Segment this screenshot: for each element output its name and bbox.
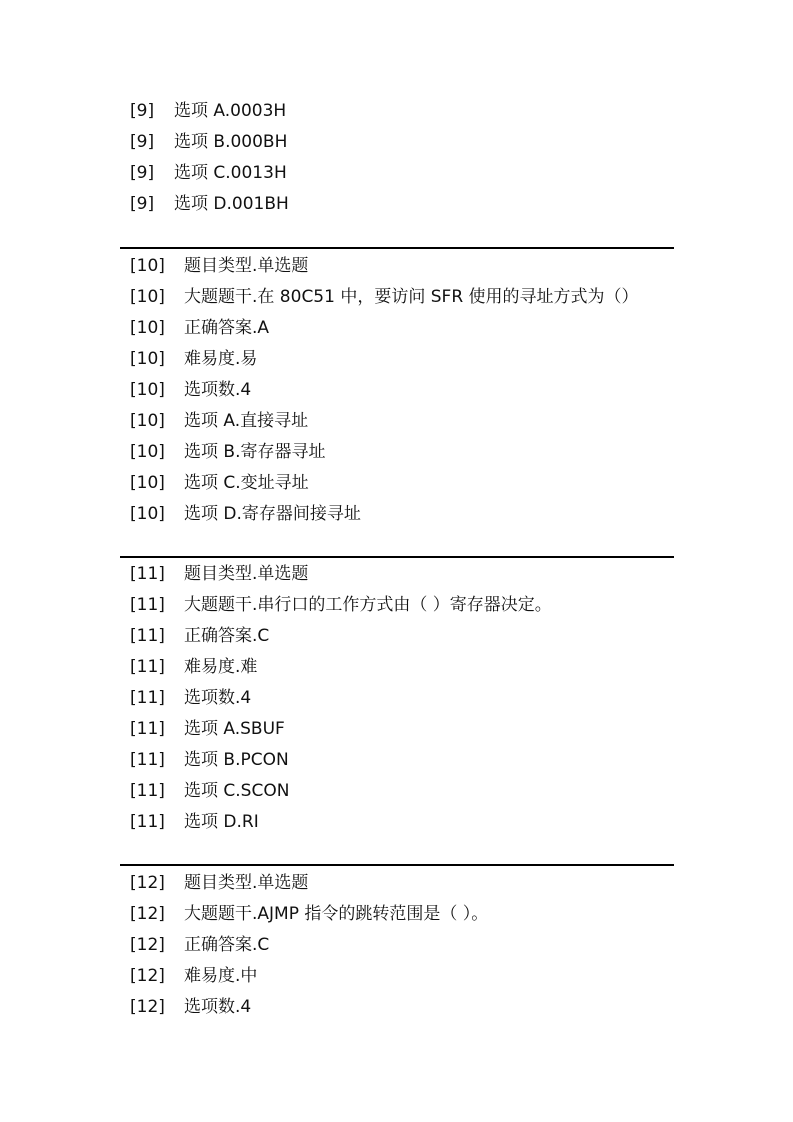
item-text: 选项 A.SBUF [184, 719, 285, 739]
list-item [120, 930, 674, 961]
list-item [120, 776, 674, 807]
item-number: [10] [130, 473, 165, 493]
item-number: [9] [130, 132, 155, 152]
question-11-block [120, 559, 674, 838]
item-number: [12] [130, 997, 165, 1017]
question-10-block [120, 251, 674, 530]
list-item [120, 807, 674, 838]
list-item [120, 406, 674, 437]
item-number: [10] [130, 349, 165, 369]
list-item [120, 344, 674, 375]
item-text: 正确答案.C [184, 935, 270, 955]
list-item [120, 158, 674, 189]
item-text: 选项 C.变址寻址 [184, 473, 309, 493]
item-text: 难易度.易 [184, 349, 258, 369]
item-text: 选项数.4 [184, 688, 252, 708]
list-item [120, 559, 674, 590]
item-number: [10] [130, 318, 165, 338]
item-text: 正确答案.C [184, 626, 270, 646]
list-item [120, 96, 674, 127]
list-item [120, 313, 674, 344]
item-text: 选项 D.RI [184, 812, 259, 832]
item-text: 题目类型.单选题 [184, 873, 309, 893]
item-number: [9] [130, 101, 155, 121]
item-number: [10] [130, 380, 165, 400]
item-number: [12] [130, 966, 165, 986]
item-number: [11] [130, 719, 165, 739]
list-item [120, 375, 674, 406]
item-text: 难易度.中 [184, 966, 258, 986]
list-item [120, 499, 674, 530]
item-number: [10] [130, 504, 165, 524]
item-number: [11] [130, 688, 165, 708]
item-number: [11] [130, 595, 165, 615]
list-item [120, 251, 674, 282]
item-text: 选项 D.001BH [174, 194, 289, 214]
item-number: [12] [130, 873, 165, 893]
item-text: 选项 C.0013H [174, 163, 287, 183]
item-text: 选项 B.000BH [174, 132, 288, 152]
item-text: 选项数.4 [184, 380, 252, 400]
list-item [120, 899, 674, 930]
item-number: [9] [130, 163, 155, 183]
item-text: 选项 A.直接寻址 [184, 411, 309, 431]
item-text: 大题题干.串行口的工作方式由（ ）寄存器决定。 [184, 595, 552, 615]
list-item [120, 652, 674, 683]
item-number: [12] [130, 935, 165, 955]
item-number: [10] [130, 442, 165, 462]
list-item [120, 437, 674, 468]
list-item [120, 282, 674, 313]
item-number: [11] [130, 781, 165, 801]
item-number: [9] [130, 194, 155, 214]
item-number: [11] [130, 812, 165, 832]
section-divider [120, 247, 674, 249]
item-number: [10] [130, 256, 165, 276]
list-item [120, 621, 674, 652]
item-text: 选项数.4 [184, 997, 252, 1017]
list-item [120, 590, 674, 621]
item-text: 选项 B.PCON [184, 750, 289, 770]
list-item [120, 683, 674, 714]
list-item [120, 992, 674, 1023]
list-item [120, 189, 674, 220]
item-text: 选项 A.0003H [174, 101, 287, 121]
section-divider [120, 556, 674, 558]
item-text: 选项 C.SCON [184, 781, 290, 801]
item-text: 正确答案.A [184, 318, 270, 338]
list-item [120, 961, 674, 992]
item-number: [11] [130, 750, 165, 770]
list-item [120, 868, 674, 899]
item-number: [12] [130, 904, 165, 924]
list-item [120, 745, 674, 776]
item-number: [10] [130, 411, 165, 431]
item-number: [11] [130, 626, 165, 646]
question-9-block [120, 96, 674, 220]
item-text: 题目类型.单选题 [184, 564, 309, 584]
list-item [120, 127, 674, 158]
item-text: 选项 D.寄存器间接寻址 [184, 504, 361, 524]
list-item [120, 714, 674, 745]
list-item [120, 468, 674, 499]
section-divider [120, 864, 674, 866]
item-text: 选项 B.寄存器寻址 [184, 442, 326, 462]
item-text: 难易度.难 [184, 657, 258, 677]
item-number: [11] [130, 564, 165, 584]
item-number: [10] [130, 287, 165, 307]
question-12-block [120, 868, 674, 1023]
item-text: 大题题干.在 80C51 中，要访问 SFR 使用的寻址方式为（） [184, 287, 639, 307]
item-text: 题目类型.单选题 [184, 256, 309, 276]
item-number: [11] [130, 657, 165, 677]
item-text: 大题题干.AJMP 指令的跳转范围是（ ）。 [184, 904, 489, 924]
